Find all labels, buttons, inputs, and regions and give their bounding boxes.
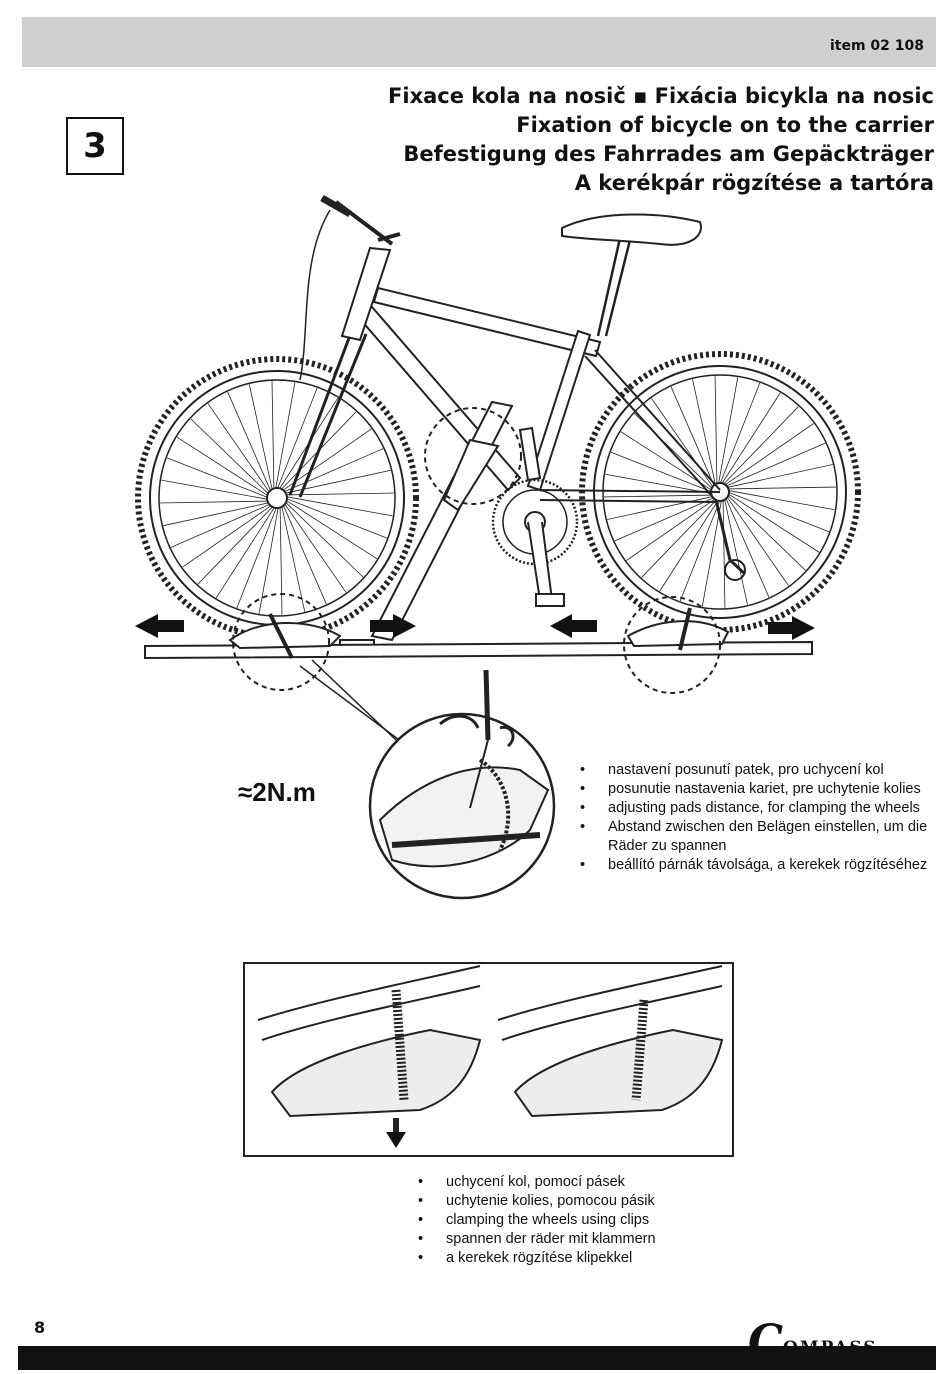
title-line-hu: A kerékpár rögzítése a tartóra: [574, 171, 934, 195]
list-item: • clamping the wheels using clips: [418, 1211, 718, 1230]
magnified-detail: [370, 670, 554, 898]
item-number: item 02 108: [829, 38, 924, 54]
roof-rail: [145, 608, 812, 658]
clamp-detail-box: [244, 963, 733, 1156]
callout-lines: [300, 660, 410, 748]
list-item: • beállító párnák távolsága, a kerekek rögzítéséhez: [580, 856, 940, 875]
title-line-de: Befestigung des Fahrrades am Gepäckträger: [403, 142, 934, 166]
arrow-left-icon: [135, 614, 184, 638]
adjust-instructions: [580, 761, 940, 875]
arrow-left-icon: [550, 614, 597, 638]
list-item: • Abstand zwischen den Belägen einstellen, um die Räder zu spannen: [580, 818, 940, 856]
list-item: • nastavení posunutí patek, pro uchycení kol: [580, 761, 940, 780]
title-line-en: Fixation of bicycle on to the carrier: [516, 113, 934, 137]
carrier-arm: [340, 402, 512, 656]
compass-logo: COMPASS: [748, 1316, 878, 1367]
torque-value: ≈2N.m: [238, 777, 316, 807]
front-wheel: [138, 359, 416, 637]
list-item: • a kerekek rögzítése klipekkel: [418, 1249, 718, 1268]
list-item: • posunutie nastavenia kariet, pre uchytenie kolies: [580, 780, 940, 799]
page-number: 8: [34, 1318, 46, 1337]
step-number: 3: [66, 117, 124, 175]
list-item: • uchytenie kolies, pomocou pásik: [418, 1192, 718, 1211]
bike-frame: [290, 198, 745, 606]
list-item: • uchycení kol, pomocí pásek: [418, 1173, 718, 1192]
title-line-cz-sk: Fixace kola na nosič ▪ Fixácia bicykla na nosic: [388, 84, 934, 108]
arrow-right-icon: [768, 616, 815, 640]
list-item: • adjusting pads distance, for clamping the wheels: [580, 799, 940, 818]
list-item: • spannen der räder mit klammern: [418, 1230, 718, 1249]
clamp-instructions: [418, 1173, 718, 1268]
